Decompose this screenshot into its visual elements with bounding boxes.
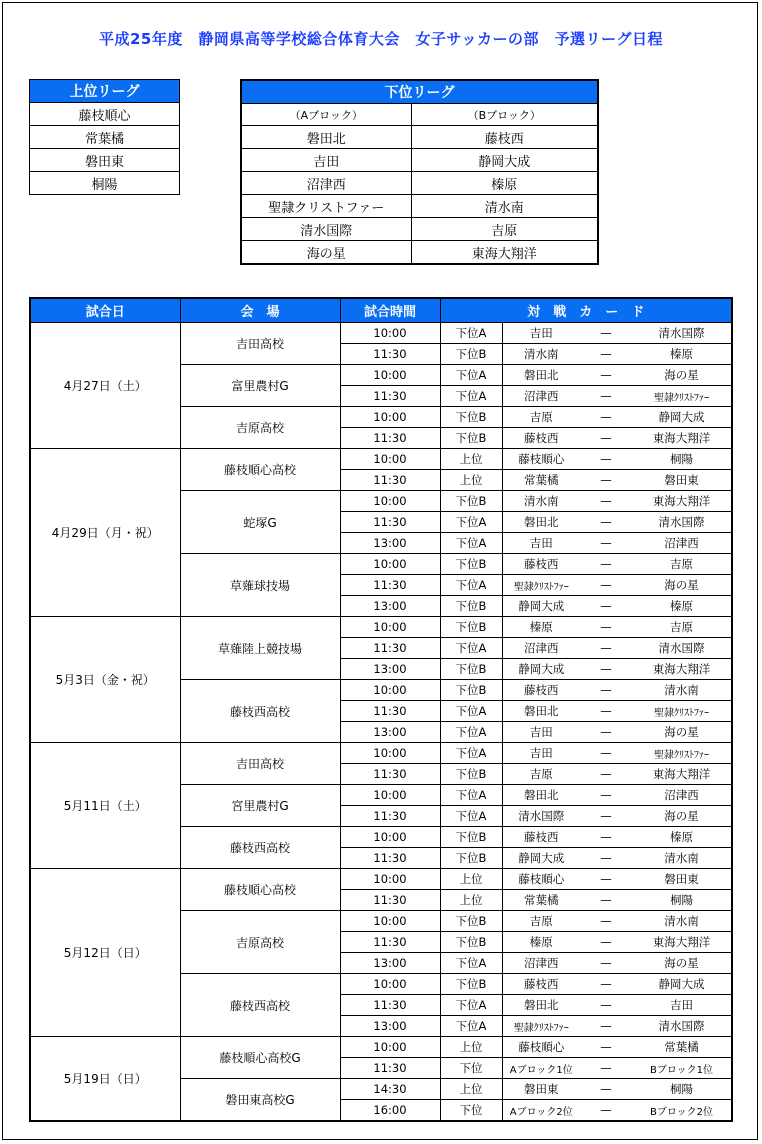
lower-league-row: [241, 195, 598, 218]
match-time: 11:30: [340, 932, 440, 953]
match-date: 5月11日（土）: [30, 743, 180, 869]
match-away-team: 清水南: [632, 848, 732, 869]
match-home-team: 藤枝西: [502, 974, 580, 995]
match-home-team: 榛原: [502, 617, 580, 638]
match-league: 下位A: [440, 743, 502, 764]
match-dash: —: [580, 344, 632, 365]
match-league: 下位B: [440, 974, 502, 995]
match-away-team: 榛原: [632, 596, 732, 617]
match-home-team: Aブロック1位: [502, 1058, 580, 1079]
match-time: 11:30: [340, 995, 440, 1016]
match-league: 下位A: [440, 995, 502, 1016]
match-league: 下位A: [440, 722, 502, 743]
match-league: 下位B: [440, 554, 502, 575]
match-time: 13:00: [340, 533, 440, 554]
lower-league-row: [241, 126, 598, 149]
match-time: 11:30: [340, 638, 440, 659]
match-venue: 吉田高校: [180, 323, 340, 365]
match-away-team: 清水国際: [632, 638, 732, 659]
upper-league-table: [29, 79, 180, 195]
match-league: 下位: [440, 1100, 502, 1122]
match-dash: —: [580, 701, 632, 722]
match-home-team: 磐田東: [502, 1079, 580, 1100]
block-a-label: （Aブロック）: [241, 104, 411, 126]
match-league: 下位A: [440, 386, 502, 407]
match-home-team: 藤枝西: [502, 827, 580, 848]
match-venue: 蛇塚G: [180, 491, 340, 554]
match-away-team: 清水国際: [632, 323, 732, 344]
match-home-team: 沼津西: [502, 953, 580, 974]
match-league: 下位A: [440, 575, 502, 596]
match-venue: 吉原高校: [180, 911, 340, 974]
match-dash: —: [580, 638, 632, 659]
match-date: 4月27日（土）: [30, 323, 180, 449]
match-dash: —: [580, 470, 632, 491]
lower-league-row: [241, 149, 598, 172]
match-home-team: Aブロック2位: [502, 1100, 580, 1122]
match-away-team: 清水国際: [632, 512, 732, 533]
match-dash: —: [580, 365, 632, 386]
match-time: 16:00: [340, 1100, 440, 1122]
match-home-team: 吉田: [502, 323, 580, 344]
match-home-team: 磐田北: [502, 995, 580, 1016]
match-league: 下位B: [440, 932, 502, 953]
match-venue: 宮里農村G: [180, 785, 340, 827]
match-date: 5月3日（金・祝）: [30, 617, 180, 743]
match-home-team: 藤枝西: [502, 680, 580, 701]
match-away-team: 東海大翔洋: [632, 428, 732, 449]
match-venue: 富里農村G: [180, 365, 340, 407]
match-away-team: 吉原: [632, 554, 732, 575]
match-away-team: 桐陽: [632, 890, 732, 911]
match-away-team: 静岡大成: [632, 974, 732, 995]
match-away-team: 沼津西: [632, 785, 732, 806]
match-venue: 草薙陸上競技場: [180, 617, 340, 680]
match-dash: —: [580, 554, 632, 575]
match-away-team: 東海大翔洋: [632, 932, 732, 953]
match-time: 11:30: [340, 701, 440, 722]
match-away-team: 磐田東: [632, 470, 732, 491]
match-league: 下位B: [440, 617, 502, 638]
match-home-team: 藤枝順心: [502, 449, 580, 470]
match-time: 11:30: [340, 386, 440, 407]
lower-league-row: [241, 241, 598, 265]
match-dash: —: [580, 596, 632, 617]
match-dash: —: [580, 911, 632, 932]
match-time: 10:00: [340, 1037, 440, 1058]
match-league: 下位A: [440, 512, 502, 533]
match-dash: —: [580, 386, 632, 407]
match-dash: —: [580, 743, 632, 764]
match-time: 10:00: [340, 491, 440, 512]
match-away-team: Bブロック2位: [632, 1100, 732, 1122]
match-league: 下位B: [440, 596, 502, 617]
match-home-team: 吉原: [502, 764, 580, 785]
match-league: 上位: [440, 1079, 502, 1100]
match-dash: —: [580, 722, 632, 743]
block-b-team: 静岡大成: [411, 149, 598, 172]
match-home-team: 聖隷ｸﾘｽﾄﾌｧｰ: [502, 575, 580, 596]
block-a-team: 清水国際: [241, 218, 411, 241]
match-home-team: 静岡大成: [502, 848, 580, 869]
upper-team: 磐田東: [30, 149, 180, 172]
match-venue: 吉原高校: [180, 407, 340, 449]
match-league: 下位A: [440, 785, 502, 806]
match-league: 下位B: [440, 680, 502, 701]
block-a-team: 磐田北: [241, 126, 411, 149]
match-dash: —: [580, 995, 632, 1016]
match-home-team: 吉田: [502, 533, 580, 554]
match-away-team: 海の星: [632, 575, 732, 596]
match-time: 13:00: [340, 596, 440, 617]
match-league: 下位B: [440, 659, 502, 680]
match-time: 10:00: [340, 323, 440, 344]
match-league: 下位A: [440, 953, 502, 974]
match-time: 13:00: [340, 1016, 440, 1037]
match-time: 11:30: [340, 428, 440, 449]
match-league: 上位: [440, 470, 502, 491]
match-away-team: 海の星: [632, 806, 732, 827]
match-time: 11:30: [340, 764, 440, 785]
match-dash: —: [580, 827, 632, 848]
match-away-team: 東海大翔洋: [632, 659, 732, 680]
header-date: 試合日: [30, 298, 180, 323]
match-away-team: 清水南: [632, 911, 732, 932]
match-venue: 磐田東高校G: [180, 1079, 340, 1122]
match-league: 下位A: [440, 1016, 502, 1037]
match-time: 10:00: [340, 365, 440, 386]
match-dash: —: [580, 512, 632, 533]
match-time: 10:00: [340, 911, 440, 932]
header-card: 対 戦 カ ー ド: [440, 298, 732, 323]
match-home-team: 静岡大成: [502, 596, 580, 617]
match-home-team: 藤枝順心: [502, 869, 580, 890]
block-b-team: 藤枝西: [411, 126, 598, 149]
match-venue: 藤枝順心高校: [180, 449, 340, 491]
match-dash: —: [580, 974, 632, 995]
match-home-team: 藤枝西: [502, 554, 580, 575]
block-a-team: 海の星: [241, 241, 411, 265]
match-home-team: 藤枝順心: [502, 1037, 580, 1058]
match-league: 下位A: [440, 365, 502, 386]
match-home-team: 聖隷ｸﾘｽﾄﾌｧｰ: [502, 1016, 580, 1037]
match-away-team: 桐陽: [632, 449, 732, 470]
match-home-team: 磐田北: [502, 365, 580, 386]
match-time: 11:30: [340, 890, 440, 911]
match-time: 10:00: [340, 974, 440, 995]
match-time: 14:30: [340, 1079, 440, 1100]
match-row: [30, 449, 732, 470]
header-time: 試合時間: [340, 298, 440, 323]
match-time: 11:30: [340, 806, 440, 827]
match-away-team: 聖隷ｸﾘｽﾄﾌｧｰ: [632, 701, 732, 722]
match-league: 下位A: [440, 701, 502, 722]
match-league: 下位A: [440, 533, 502, 554]
match-venue: 草薙球技場: [180, 554, 340, 617]
block-b-team: 吉原: [411, 218, 598, 241]
block-a-team: 吉田: [241, 149, 411, 172]
match-time: 11:30: [340, 470, 440, 491]
match-away-team: 海の星: [632, 365, 732, 386]
match-venue: 藤枝順心高校: [180, 869, 340, 911]
schedule-table: [29, 297, 733, 1122]
match-dash: —: [580, 449, 632, 470]
match-away-team: 海の星: [632, 953, 732, 974]
match-league: 下位B: [440, 407, 502, 428]
match-league: 下位B: [440, 344, 502, 365]
match-dash: —: [580, 491, 632, 512]
match-home-team: 吉田: [502, 743, 580, 764]
match-venue: 藤枝西高校: [180, 827, 340, 869]
match-dash: —: [580, 1037, 632, 1058]
match-home-team: 清水南: [502, 491, 580, 512]
match-away-team: 東海大翔洋: [632, 764, 732, 785]
match-away-team: 静岡大成: [632, 407, 732, 428]
match-venue: 吉田高校: [180, 743, 340, 785]
match-dash: —: [580, 806, 632, 827]
match-away-team: 榛原: [632, 827, 732, 848]
match-row: [30, 617, 732, 638]
match-time: 10:00: [340, 680, 440, 701]
match-away-team: 榛原: [632, 344, 732, 365]
block-b-team: 清水南: [411, 195, 598, 218]
match-league: 下位: [440, 1058, 502, 1079]
match-date: 5月19日（日）: [30, 1037, 180, 1122]
match-home-team: 榛原: [502, 932, 580, 953]
match-venue: 藤枝西高校: [180, 974, 340, 1037]
match-away-team: 聖隷ｸﾘｽﾄﾌｧｰ: [632, 386, 732, 407]
match-dash: —: [580, 1058, 632, 1079]
match-venue: 藤枝順心高校G: [180, 1037, 340, 1079]
match-dash: —: [580, 680, 632, 701]
match-away-team: 吉原: [632, 617, 732, 638]
match-home-team: 常葉橘: [502, 890, 580, 911]
match-time: 10:00: [340, 743, 440, 764]
match-time: 11:30: [340, 512, 440, 533]
match-away-team: Bブロック1位: [632, 1058, 732, 1079]
match-dash: —: [580, 890, 632, 911]
match-dash: —: [580, 533, 632, 554]
match-away-team: 聖隷ｸﾘｽﾄﾌｧｰ: [632, 743, 732, 764]
match-dash: —: [580, 785, 632, 806]
match-dash: —: [580, 1100, 632, 1122]
match-time: 10:00: [340, 869, 440, 890]
match-home-team: 吉田: [502, 722, 580, 743]
match-league: 上位: [440, 869, 502, 890]
match-league: 下位B: [440, 848, 502, 869]
match-time: 13:00: [340, 722, 440, 743]
match-away-team: 海の星: [632, 722, 732, 743]
match-dash: —: [580, 1079, 632, 1100]
match-date: 4月29日（月・祝）: [30, 449, 180, 617]
match-dash: —: [580, 1016, 632, 1037]
match-time: 10:00: [340, 785, 440, 806]
match-away-team: 常葉橘: [632, 1037, 732, 1058]
match-dash: —: [580, 575, 632, 596]
lower-league-table: [240, 79, 599, 265]
match-home-team: 清水国際: [502, 806, 580, 827]
match-time: 11:30: [340, 1058, 440, 1079]
match-league: 下位B: [440, 491, 502, 512]
block-b-team: 東海大翔洋: [411, 241, 598, 265]
match-time: 11:30: [340, 848, 440, 869]
lower-league-row: [241, 218, 598, 241]
match-league: 上位: [440, 1037, 502, 1058]
match-home-team: 常葉橘: [502, 470, 580, 491]
match-dash: —: [580, 407, 632, 428]
match-league: 上位: [440, 890, 502, 911]
block-b-team: 榛原: [411, 172, 598, 195]
match-home-team: 吉原: [502, 911, 580, 932]
match-league: 下位B: [440, 764, 502, 785]
match-row: [30, 323, 732, 344]
match-dash: —: [580, 323, 632, 344]
match-league: 下位B: [440, 911, 502, 932]
match-time: 11:30: [340, 344, 440, 365]
match-time: 10:00: [340, 554, 440, 575]
page-title: 平成25年度 静岡県高等学校総合体育大会 女子サッカーの部 予選リーグ日程: [98, 30, 664, 48]
block-a-team: 聖隷クリストファー: [241, 195, 411, 218]
match-dash: —: [580, 848, 632, 869]
match-dash: —: [580, 428, 632, 449]
match-away-team: 沼津西: [632, 533, 732, 554]
match-row: [30, 869, 732, 890]
match-league: 下位B: [440, 428, 502, 449]
header-venue: 会 場: [180, 298, 340, 323]
match-away-team: 清水国際: [632, 1016, 732, 1037]
match-row: [30, 1037, 732, 1058]
match-away-team: 清水南: [632, 680, 732, 701]
match-dash: —: [580, 764, 632, 785]
match-dash: —: [580, 869, 632, 890]
match-away-team: 磐田東: [632, 869, 732, 890]
match-time: 10:00: [340, 449, 440, 470]
match-home-team: 磐田北: [502, 701, 580, 722]
match-time: 13:00: [340, 659, 440, 680]
match-home-team: 沼津西: [502, 638, 580, 659]
match-dash: —: [580, 932, 632, 953]
match-league: 下位B: [440, 827, 502, 848]
match-time: 10:00: [340, 617, 440, 638]
upper-team: 桐陽: [30, 172, 180, 195]
match-time: 10:00: [340, 827, 440, 848]
match-time: 11:30: [340, 575, 440, 596]
match-home-team: 清水南: [502, 344, 580, 365]
match-time: 13:00: [340, 953, 440, 974]
match-date: 5月12日（日）: [30, 869, 180, 1037]
lower-league-header: 下位リーグ: [241, 80, 598, 104]
match-home-team: 吉原: [502, 407, 580, 428]
match-league: 下位A: [440, 638, 502, 659]
match-home-team: 沼津西: [502, 386, 580, 407]
match-league: 下位A: [440, 323, 502, 344]
match-away-team: 吉田: [632, 995, 732, 1016]
lower-league-row: [241, 172, 598, 195]
match-home-team: 静岡大成: [502, 659, 580, 680]
match-dash: —: [580, 659, 632, 680]
match-time: 10:00: [340, 407, 440, 428]
block-b-label: （Bブロック）: [411, 104, 598, 126]
block-a-team: 沼津西: [241, 172, 411, 195]
match-dash: —: [580, 953, 632, 974]
match-home-team: 磐田北: [502, 512, 580, 533]
match-away-team: 東海大翔洋: [632, 491, 732, 512]
match-dash: —: [580, 617, 632, 638]
match-home-team: 藤枝西: [502, 428, 580, 449]
upper-team: 常葉橘: [30, 126, 180, 149]
match-league: 上位: [440, 449, 502, 470]
match-row: [30, 743, 732, 764]
match-league: 下位A: [440, 806, 502, 827]
upper-team: 藤枝順心: [30, 103, 180, 126]
match-away-team: 桐陽: [632, 1079, 732, 1100]
match-home-team: 磐田北: [502, 785, 580, 806]
match-venue: 藤枝西高校: [180, 680, 340, 743]
upper-league-header: 上位リーグ: [30, 80, 180, 103]
